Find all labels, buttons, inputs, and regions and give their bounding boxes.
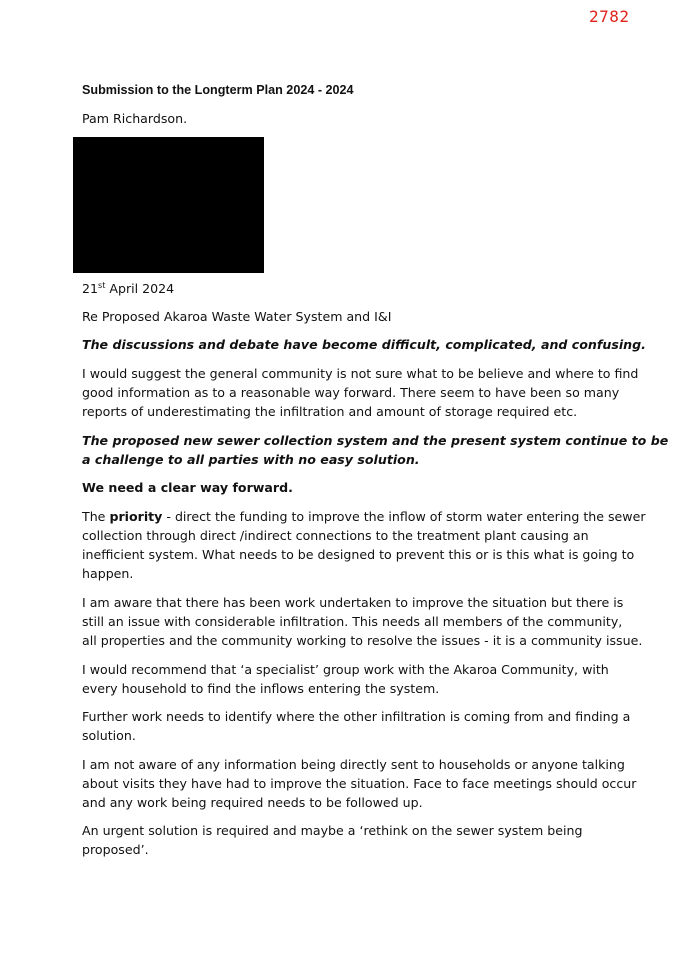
paragraph-line: reports of underestimating the infiltration and amount of storage required etc.	[82, 404, 578, 419]
paragraph-line: happen.	[82, 566, 134, 581]
priority-first-line-rest: - direct the funding to improve the inflow of storm water entering the sewer	[162, 509, 646, 524]
paragraph-line: I would recommend that ‘a specialist’ group work with the Akaroa Community, with	[82, 662, 609, 677]
paragraph-line: every household to find the inflows entering the system.	[82, 681, 440, 696]
paragraph-line: all properties and the community working to resolve the issues - it is a community issue.	[82, 633, 643, 648]
page-number: 2782	[589, 7, 630, 26]
statement-difficult: The discussions and debate have become difficult, complicated, and confusing.	[82, 337, 646, 352]
date-day: 21	[82, 281, 99, 296]
paragraph-line: I am not aware of any information being directly sent to households or anyone talking	[82, 757, 625, 772]
date-suffix: st	[98, 280, 106, 290]
paragraph-line: still an issue with considerable infiltration. This needs all members of the community,	[82, 614, 623, 629]
redacted-address-block	[73, 137, 264, 273]
paragraph-line: Further work needs to identify where the other infiltration is coming from and finding a	[82, 709, 631, 724]
paragraph-line: I would suggest the general community is not sure what to be believe and where to find	[82, 366, 639, 381]
priority-paragraph-line	[82, 507, 646, 526]
priority-keyword: priority	[109, 509, 163, 524]
paragraph-line: inefficient system. What needs to be designed to prevent this or is this what is going to	[82, 547, 635, 562]
paragraph-line: good information as to a reasonable way forward. There seem to have been so many	[82, 385, 620, 400]
paragraph-line: about visits they have had to improve the situation. Face to face meetings should occur	[82, 776, 637, 791]
statement-clear-way: We need a clear way forward.	[82, 480, 293, 495]
paragraph-line: I am aware that there has been work undertaken to improve the situation but there is	[82, 595, 624, 610]
submission-date	[82, 279, 174, 298]
document-title: Submission to the Longterm Plan 2024 - 2024	[82, 83, 354, 97]
subject-line: Re Proposed Akaroa Waste Water System and I&I	[82, 309, 392, 324]
paragraph-line: and any work being required needs to be followed up.	[82, 795, 423, 810]
priority-lead: The	[82, 509, 110, 524]
paragraph-line: An urgent solution is required and maybe a ‘rethink on the sewer system being	[82, 823, 583, 838]
author-name: Pam Richardson.	[82, 111, 188, 126]
date-month-year: April 2024	[105, 281, 175, 296]
statement-sewer-challenge: The proposed new sewer collection system and the present system continue to be	[82, 433, 669, 448]
statement-sewer-challenge: a challenge to all parties with no easy solution.	[82, 452, 420, 467]
paragraph-line: collection through direct /indirect connections to the treatment plant causing an	[82, 528, 589, 543]
paragraph-line: solution.	[82, 728, 136, 743]
paragraph-line: proposed’.	[82, 842, 149, 857]
